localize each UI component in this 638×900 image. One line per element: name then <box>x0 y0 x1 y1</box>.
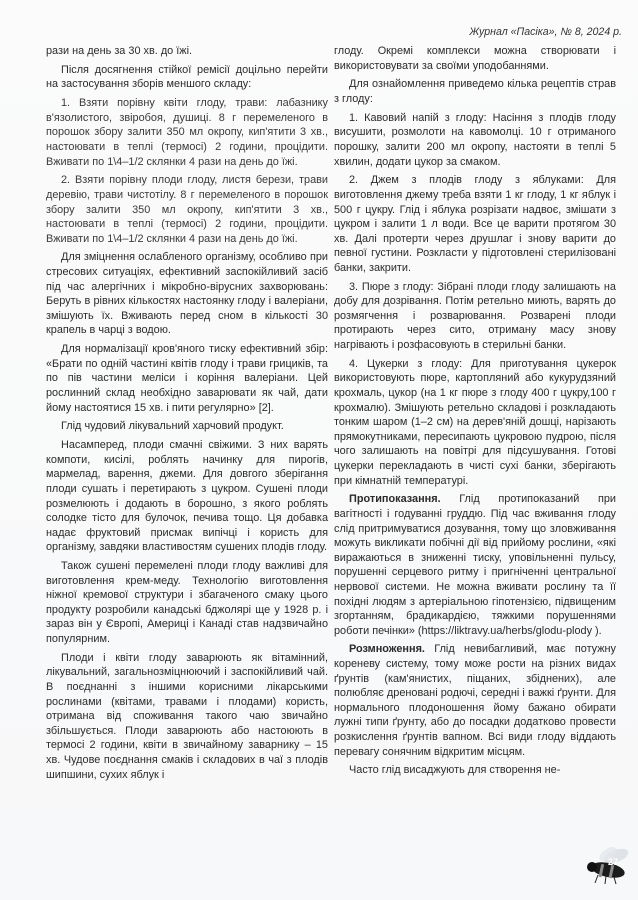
paragraph: Для зміцнення ослабленого організму, особливо при стресових ситуаціях, ефективний заспокійливий засіб під час алергічних і мікробно-вірусних захворювань: Беруть в рівних кількостях настоянку глоду і валеріани, змішують їх. Вживають перед сном в кількості 30 крапель в чарці з водою. <box>46 251 328 337</box>
recipe-item-1: 1. Взяти порівну квіти глоду, трави: лабазнику в'язолистого, звіробоя, душиці. 8 г перемеленого в порошок збору залити 350 мл окропу, кип'ятити 3 хв., настоювати в теплі (термосі) 2 години, процідити. Вживати по 1\4–1/2 склянки 4 рази на день до їжі. <box>46 97 328 168</box>
propagation-heading: Розмноження. <box>349 643 425 656</box>
paragraph: Після досягнення стійкої ремісії доцільно перейти на застосування зборів меншого складу: <box>46 63 328 91</box>
recipe-item-2: 2. Взяти порівну плоди глоду, листя берези, трави деревію, трави чистотілу. 8 г перемеленого в порошок збору залити 350 мл окропу, кип'ятити 3 хв., настоювати в теплі (термосі) 2 години, процідити. Вживати по 1\4–1/2 склянки 4 рази на день до їжі. <box>46 174 328 245</box>
recipe-candies: 4. Цукерки з глоду: Для приготування цукерок використовують пюре, картопляний або кукурудзяний крохмаль, цукор (на 1 кг пюре з глоду 400 г цукру,100 г крохмалю). Змішують ретельно складові і розкладають тонким шаром (1–2 см) на дерев'яній дошці, нарізають прямокутниками, пересипають цукровою пудрою, після чого залишають на повітрі для підсушування. Готові цукерки перекладають в чисті сухі банки, зберігають при кімнатній температурі. <box>334 357 616 487</box>
recipe-jam: 2. Джем з плодів глоду з яблуками: Для виготовлення джему треба взяти 1 кг глоду, 1 кг яблук і 500 г цукру. Глід і яблука розрізати надвоє, змішати з цукром і залити 1 л води. Все це варити протягом 30 хв. Далі протерти через друшлаг і знову варити до певної густини. Розкласти у підготовлені стерилізовані банки, закрити. <box>334 174 616 274</box>
recipe-puree: 3. Пюре з глоду: Зібрані плоди глоду залишають на добу для дозрівання. Потім ретельно миють, варять до розмягчення і розварювання. Розварені плоди протирають через сито, отриману масу знову нагрівають і розфасовують в стерильні банки. <box>334 280 616 352</box>
recipe-coffee: 1. Кавовий напій з глоду: Насіння з плодів глоду висушити, розмолоти на кавомолці. 10 г отриманого порошку, залити 200 мл окропу, настояти в теплі 5 хвилин, додати цукор за смаком. <box>334 111 616 168</box>
paragraph: Глід чудовий лікувальний харчовий продукт. <box>61 420 284 433</box>
journal-header: Журнал «Пасіка», № 8, 2024 р. <box>469 26 622 38</box>
paragraph: Часто глід висаджують для створення не- <box>349 764 561 777</box>
propagation-section <box>334 642 616 759</box>
propagation-text: Глід невибагливий, має потужну кореневу систему, тому може рости на різних видах ґрунтів (кам'янистих, піщаних, збіднених), але полюбляє дреновані родючі, середні і важкі ґрунти. Для нормального плодоношення йому бажано обирати лужні типи ґрунту, або до посадки додатково провести розкислення ґрунтів вапном. Всі види глоду віддають перевагу сонячним відкритим місцям. <box>334 643 616 758</box>
left-column <box>46 44 328 786</box>
paragraph: глоду. Окремі комплекси можна створювати і використовувати за своїми уподобаннями. <box>334 45 616 72</box>
paragraph: Плоди і квіти глоду заварюють як вітамінний, лікувальний, загальнозміцнюючий і заспокійливий чай. В поєднанні з іншими корисними лікарськими рослинами (квітами, травами і плодами) користь, отримана від споживання такого чаю звичайно збільшується. Плоди заварюють або настоюють в термосі 2 години, квіти в звичайному заварнику – 15 хв. Чудове поєднання смаків і складових в чаї з плодів шипшини, сухих яблук і <box>46 651 328 781</box>
paragraph: рази на день за 30 хв. до їжі. <box>46 45 193 57</box>
contraindications-text: Глід протипоказаний при вагітності і годуванні груддю. Під час вживання глоду слід притримуватися дозування, тому що зловживання можуть викликати побічні дії від прийому рослини, «які виражаються в зниженні тиску, уповільненні пульсу, порушенні серцевого ритму і пригніченні центральної нервової системи. Не можна вживати рослину та її похідні людям з артеріальною гіпотензією, підвищеним згортанням, брадикардією, тяжкими порушеннями роботи печінки» (https://liktravy.ua/herbs/glodu-plody ). <box>334 493 616 637</box>
paragraph: Також сушені перемелені плоди глоду важливі для виготовлення крем-меду. Технологію виготовлення ніжної кремової структури і збагаченого смаку цього продукту розробили канадські бджолярі ще у 1928 р. і зараз він у Європі, Америці і Канаді став надзвичайно популярним. <box>46 560 328 646</box>
contraindications-section <box>334 492 616 638</box>
paragraph: Для ознайомлення приведемо кілька рецептів страв з глоду: <box>334 78 616 105</box>
paragraph: Насамперед, плоди смачні свіжими. З них варять компоти, кисілі, роблять начинку для пирогів, мармелад, варення, джеми. Для довгого зберігання плоди сушать і перетирають з цукром. Сушені плоди розмелюють і додають в борошно, з якого роблять солодке тісто для булочок, печива тощо. Ця добавка надає фруктовий присмак випічці і користь для організму, завдяки властивостям сушених плодів глоду. <box>46 439 328 554</box>
contraindications-heading: Протипоказання. <box>349 493 441 506</box>
right-column <box>334 44 616 782</box>
paragraph: Для нормалізації кров'яного тиску ефективний збір: «Брати по одній частині квітів глоду і трави грициків, та по пів частини меліси і коріння валеріани. Цей рослинний склад необхідно заварювати як чай, дати йому настоятися 15 хв. і пити регулярно» [2]. <box>46 343 328 414</box>
page-number: 27 <box>607 857 618 867</box>
